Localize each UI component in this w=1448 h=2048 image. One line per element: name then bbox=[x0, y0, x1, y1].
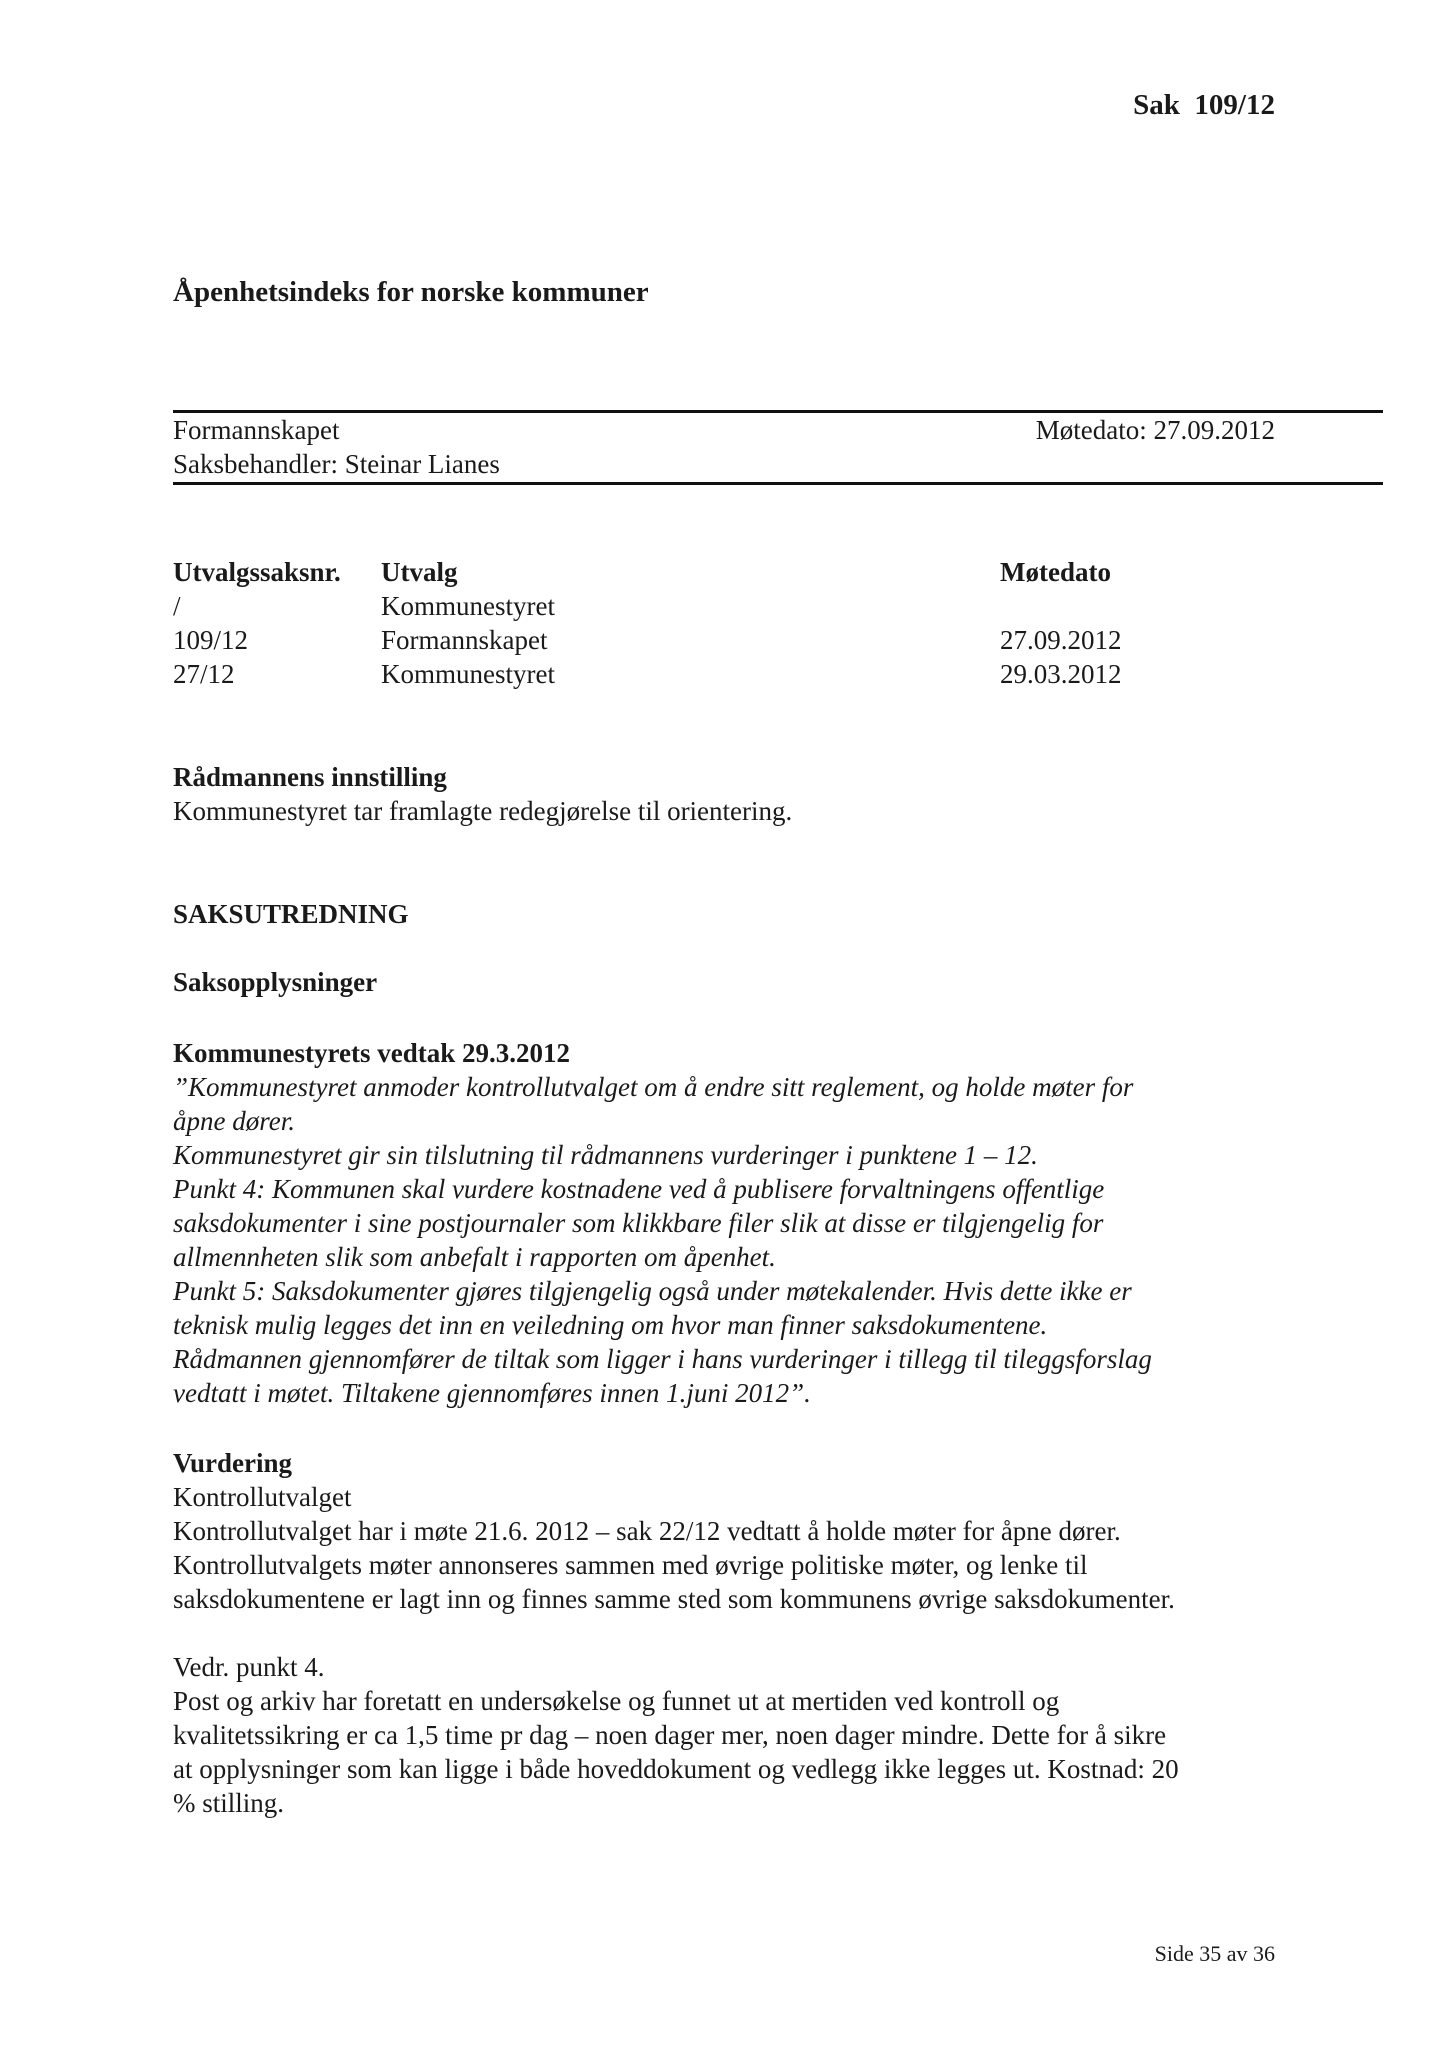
table-row-2-number: 109/12 bbox=[173, 625, 249, 655]
table-row-3-date: 29.03.2012 bbox=[1000, 659, 1122, 689]
decision-line: saksdokumenter i sine postjournaler som klikkbare filer slik at disse er tilgjengelig for bbox=[173, 1208, 1104, 1238]
decision-line: vedtatt i møtet. Tiltakene gjennomføres innen 1.juni 2012”. bbox=[173, 1378, 811, 1408]
table-row-1-number: / bbox=[173, 591, 181, 621]
meeting-date: Møtedato: 27.09.2012 bbox=[1035, 415, 1275, 445]
decision-quote bbox=[173, 1070, 1152, 1410]
table-row-3-committee: Kommunestyret bbox=[381, 659, 555, 689]
table-row-1-committee: Kommunestyret bbox=[381, 591, 555, 621]
decision-line: Punkt 4: Kommunen skal vurdere kostnadene ved å publisere forvaltningens offentlige bbox=[173, 1174, 1105, 1204]
decision-heading: Kommunestyrets vedtak 29.3.2012 bbox=[173, 1038, 570, 1068]
col-header-date: Møtedato bbox=[1000, 557, 1111, 587]
document-title: Åpenhetsindeks for norske kommuner bbox=[173, 276, 649, 308]
assessment-heading: Vurdering bbox=[173, 1448, 293, 1478]
bottom-divider bbox=[173, 482, 1383, 485]
section-heading-saksopplysninger: Saksopplysninger bbox=[173, 967, 378, 997]
col-header-committee: Utvalg bbox=[381, 557, 458, 587]
table-row-2-date: 27.09.2012 bbox=[1000, 625, 1122, 655]
decision-line: åpne dører. bbox=[173, 1106, 295, 1136]
point4-line: kvalitetssikring er ca 1,5 time pr dag – noen dager mer, noen dager mindre. Dette for å sikre bbox=[173, 1720, 1167, 1750]
assessment-line: saksdokumentene er lagt inn og finnes samme sted som kommunens øvrige saksdokumenter. bbox=[173, 1584, 1175, 1614]
assessment-line: Kontrollutvalgets møter annonseres sammen med øvrige politiske møter, og lenke til bbox=[173, 1550, 1088, 1580]
page-number: Side 35 av 36 bbox=[1154, 1941, 1275, 1966]
assessment-line: Kontrollutvalget bbox=[173, 1482, 352, 1512]
decision-line: ”Kommunestyret anmoder kontrollutvalget om å endre sitt reglement, og holde møter for bbox=[173, 1072, 1134, 1102]
col-header-number: Utvalgssaksnr. bbox=[173, 557, 341, 587]
decision-line: Rådmannen gjennomfører de tiltak som ligger i hans vurderinger i tillegg til tileggsforslag bbox=[173, 1344, 1152, 1374]
recommendation-text: Kommunestyret tar framlagte redegjørelse til orientering. bbox=[173, 796, 793, 826]
point4-line: Post og arkiv har foretatt en undersøkelse og funnet ut at mertiden ved kontroll og bbox=[173, 1686, 1060, 1716]
decision-line: allmennheten slik som anbefalt i rapporten om åpenhet. bbox=[173, 1242, 776, 1272]
table-row-3-number: 27/12 bbox=[173, 659, 235, 689]
section-heading-saksutredning: SAKSUTREDNING bbox=[173, 899, 409, 929]
decision-line: Punkt 5: Saksdokumenter gjøres tilgjengelig også under møtekalender. Hvis dette ikke er bbox=[173, 1276, 1132, 1306]
point4-line: at opplysninger som kan ligge i både hoveddokument og vedlegg ikke legges ut. Kostnad: 20 bbox=[173, 1754, 1179, 1784]
point4-line: Vedr. punkt 4. bbox=[173, 1652, 325, 1682]
table-row-2-committee: Formannskapet bbox=[381, 625, 548, 655]
recommendation-heading: Rådmannens innstilling bbox=[173, 762, 447, 792]
point4-line: % stilling. bbox=[173, 1788, 285, 1818]
assessment-line: Kontrollutvalget har i møte 21.6. 2012 – sak 22/12 vedtatt å holde møter for åpne dører. bbox=[173, 1516, 1121, 1546]
decision-line: teknisk mulig legges det inn en veiledning om hvor man finner saksdokumentene. bbox=[173, 1310, 1048, 1340]
point4-body bbox=[173, 1650, 1179, 1820]
committee-name: Formannskapet bbox=[173, 415, 340, 445]
assessment-body bbox=[173, 1480, 1175, 1616]
case-reference: Sak 109/12 bbox=[1133, 89, 1275, 121]
case-handler: Saksbehandler: Steinar Lianes bbox=[173, 449, 500, 479]
decision-line: Kommunestyret gir sin tilslutning til rådmannens vurderinger i punktene 1 – 12. bbox=[173, 1140, 1038, 1170]
